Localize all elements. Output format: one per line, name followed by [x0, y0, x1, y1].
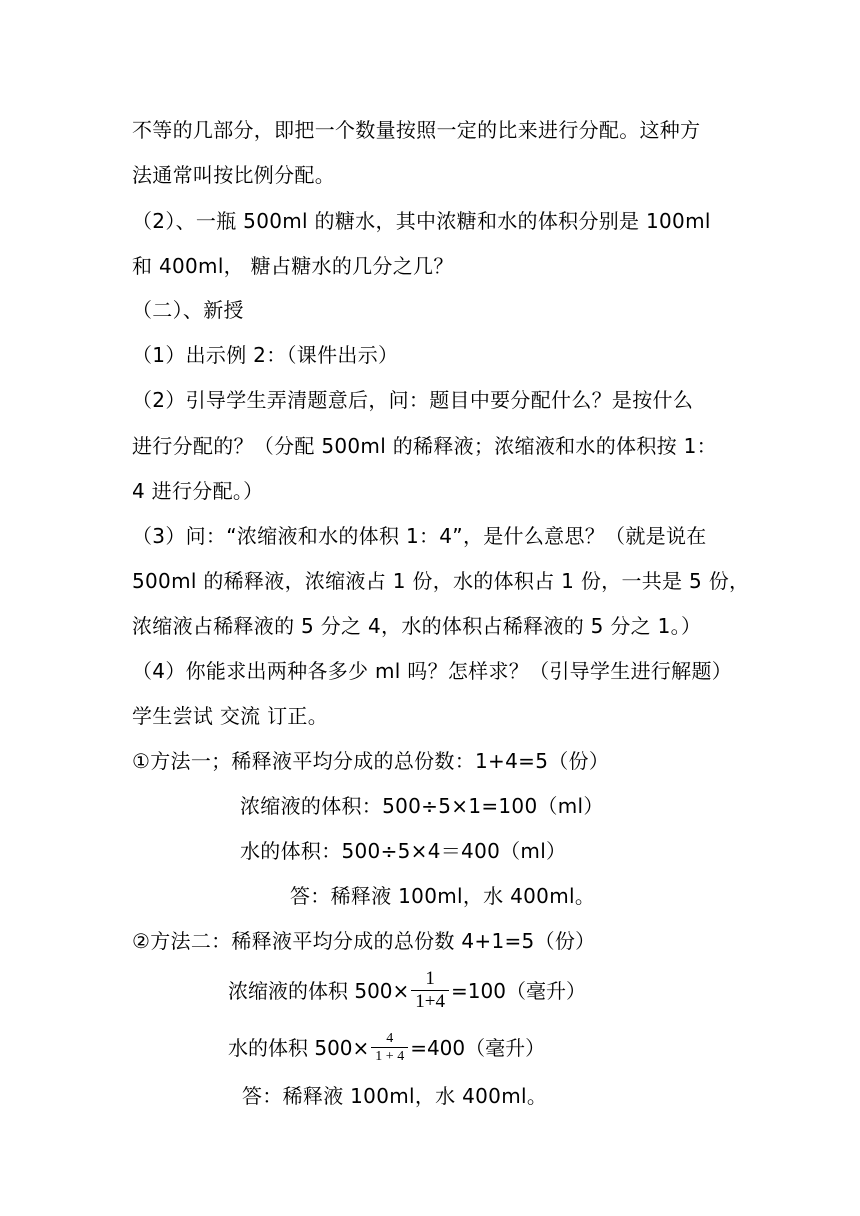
text-line: 不等的几部分，即把一个数量按照一定的比来进行分配。这种方 [132, 118, 701, 142]
answer-line: 答：稀释液 100ml，水 400ml。 [290, 884, 596, 908]
method-one-line: ①方法一；稀释液平均分成的总份数：1+4=5（份） [132, 749, 610, 773]
fraction-numerator: 1 [425, 968, 435, 989]
formula-prefix: 浓缩液的体积 500× [228, 978, 410, 1003]
text-line: 学生尝试 交流 订正。 [132, 704, 329, 728]
text-line: 500ml 的稀释液，浓缩液占 1 份，水的体积占 1 份，一共是 5 份， [132, 569, 750, 593]
text-line: 4 进行分配。） [132, 479, 264, 503]
formula-water [228, 1030, 545, 1065]
text-line: （2）、一瓶 500ml 的糖水，其中浓糖和水的体积分别是 100ml [132, 209, 711, 233]
calc-line: 水的体积：500÷5×4＝400（ml） [240, 839, 567, 863]
fraction [371, 1030, 408, 1065]
text-line: 和 400ml， 糖占糖水的几分之几？ [132, 254, 454, 278]
fraction-denominator: 1 + 4 [371, 1047, 408, 1065]
text-line: （3）问：“浓缩液和水的体积 1：4”，是什么意思？（就是说在 [132, 524, 707, 548]
formula-prefix: 水的体积 500× [228, 1035, 370, 1060]
fraction-denominator: 1+4 [411, 990, 449, 1013]
text-line: 浓缩液占稀释液的 5 分之 4，水的体积占稀释液的 5 分之 1。） [132, 614, 702, 638]
formula-suffix: =400（毫升） [410, 1035, 546, 1060]
calc-line: 浓缩液的体积：500÷5×1=100（ml） [240, 794, 604, 818]
text-line: （4）你能求出两种各多少 ml 吗？怎样求？（引导学生进行解题） [132, 659, 733, 683]
fraction [411, 968, 449, 1013]
text-line: 法通常叫按比例分配。 [132, 163, 335, 187]
text-line: 进行分配的？（分配 500ml 的稀释液；浓缩液和水的体积按 1： [132, 434, 717, 458]
formula-suffix: =100（毫升） [451, 978, 586, 1003]
method-two-line: ②方法二：稀释液平均分成的总份数 4+1=5（份） [132, 929, 596, 953]
section-heading: （二）、新授 [132, 298, 244, 322]
formula-concentrate [228, 968, 586, 1013]
fraction-numerator: 4 [386, 1031, 394, 1046]
text-line: （1）出示例 2：（课件出示） [132, 343, 399, 367]
final-answer-line: 答：稀释液 100ml，水 400ml。 [242, 1084, 548, 1108]
text-line: （2）引导学生弄清题意后，问：题目中要分配什么？是按什么 [132, 388, 694, 412]
